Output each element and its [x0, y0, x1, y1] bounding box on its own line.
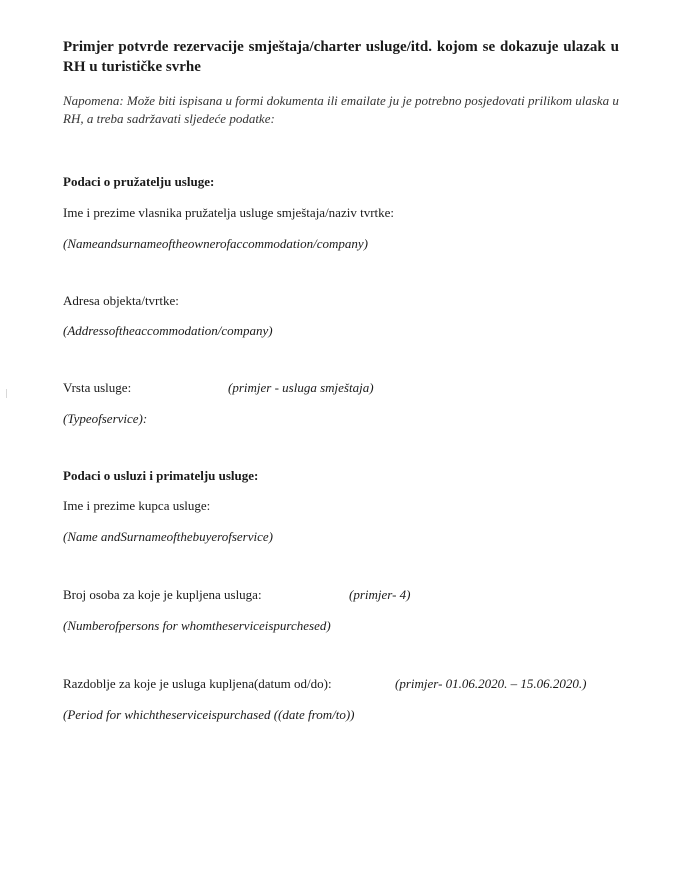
margin-mark: [6, 389, 7, 398]
service-type-example: (primjer - usluga smještaja): [228, 380, 374, 395]
owner-translation: (Nameandsurnameoftheownerofaccommodation/company): [63, 236, 368, 251]
service-type-label: Vrsta usluge:: [63, 380, 132, 395]
persons-example: (primjer- 4): [349, 587, 411, 602]
buyer-translation: (Name andSurnameofthebuyerofservice): [63, 529, 273, 544]
persons-translation: (Numberofpersons for whomtheserviceispurchesed): [63, 618, 331, 633]
service-type-translation: (Typeofservice):: [63, 411, 148, 426]
period-translation: (Period for whichtheserviceispurchased ((date from/to)): [63, 707, 355, 722]
service-heading: Podaci o usluzi i primatelju usluge:: [63, 468, 259, 483]
document-note: Napomena: Može biti ispisana u formi dokumenta ili emailate ju je potrebno posjedovati prilikom ulaska u RH, a treba sadržavati sljedeće podatke:: [63, 93, 619, 126]
buyer-label: Ime i prezime kupca usluge:: [63, 498, 211, 513]
period-label: Razdoblje za koje je usluga kupljena(datum od/do):: [63, 676, 332, 691]
address-label: Adresa objekta/tvrtke:: [63, 293, 179, 308]
persons-label: Broj osoba za koje je kupljena usluga:: [63, 587, 262, 602]
period-example: (primjer- 01.06.2020. – 15.06.2020.): [395, 676, 587, 691]
address-translation: (Addressoftheaccommodation/company): [63, 323, 273, 338]
owner-label: Ime i prezime vlasnika pružatelja usluge smještaja/naziv tvrtke:: [63, 205, 395, 220]
document-title: Primjer potvrde rezervacije smještaja/charter usluge/itd. kojom se dokazuje ulazak u RH u turističke svrhe: [63, 39, 619, 75]
provider-heading: Podaci o pružatelju usluge:: [63, 174, 215, 189]
